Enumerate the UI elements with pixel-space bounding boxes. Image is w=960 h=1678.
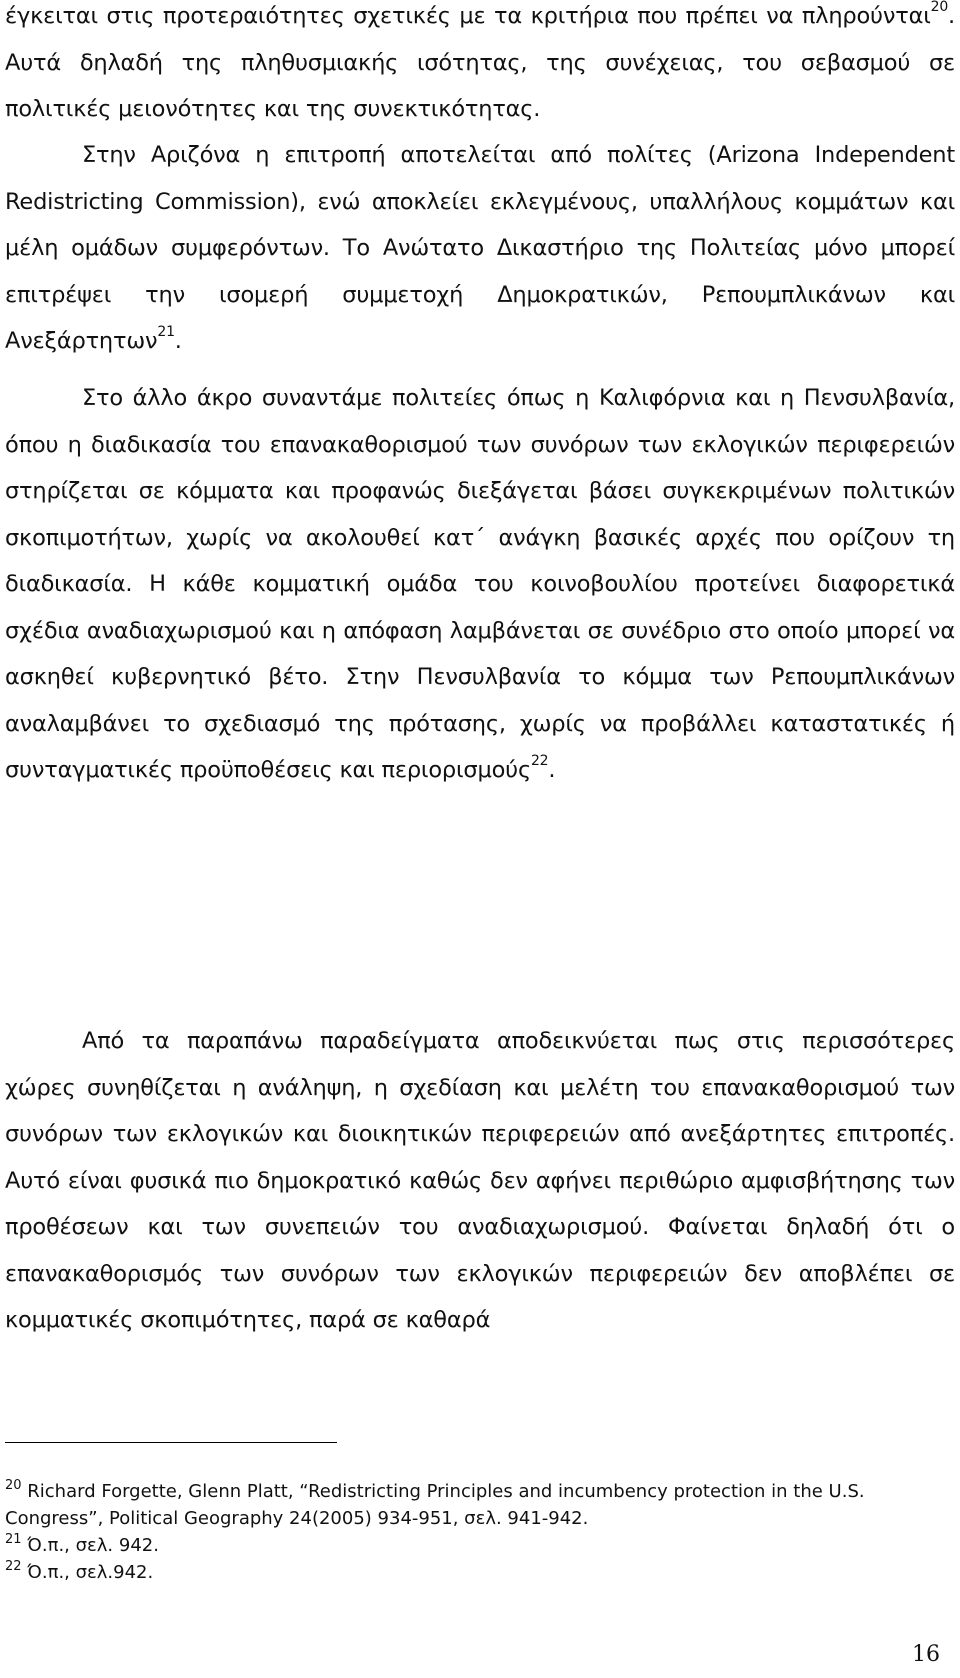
page-number: 16	[912, 1642, 940, 1667]
footnote-ref: 22	[530, 753, 549, 769]
footnote-number: 22	[5, 1559, 22, 1574]
paragraph-text: έγκειται στις προτεραιότητες σχετικές με τα κριτήρια που πρέπει να πληρούνται	[5, 3, 931, 29]
footnote-ref: 20	[930, 0, 949, 15]
footnote	[5, 1478, 955, 1532]
footnote-separator	[5, 1442, 337, 1443]
footnote	[5, 1532, 955, 1559]
paragraph-arizona	[5, 132, 955, 365]
paragraph-conclusion: Από τα παραπάνω παραδείγματα αποδεικνύεται πως στις περισσότερες χώρες συνηθίζεται η ανάληψη, η σχεδίαση και μελέτη του επανακαθορισμού των συνόρων των εκλογικών και διοικητικών περιφερειών από ανεξάρτητες επιτροπές. Αυτό είναι φυσικά πιο δημοκρατικό καθώς δεν αφήνει περιθώριο αμφισβήτησης των προθέσεων και των συνεπειών του αναδιαχωρισμού. Φαίνεται δηλαδή ότι ο επανακαθορισμός των συνόρων των εκλογικών περιφερειών δεν αποβλέπει σε κομματικές σκοπιμότητες, παρά σε καθαρά	[5, 1028, 955, 1333]
footnote-text: Richard Forgette, Glenn Platt, “Redistricting Principles and incumbency protection in the U.S. Congress”, Political Geography 24(2005) 934-951, σελ. 941-942.	[5, 1481, 865, 1529]
paragraph-text: .	[548, 757, 556, 783]
footnote-ref: 21	[157, 324, 175, 340]
footnote-number: 20	[5, 1478, 22, 1493]
paragraph-text: .	[174, 328, 182, 354]
footnote	[5, 1559, 955, 1586]
footnote-number: 21	[5, 1532, 22, 1547]
paragraph-text: . Αυτά δηλαδή της πληθυσμιακής ισότητας, της συνέχειας, του σεβασμού σε πολιτικές μειονότητες και της συνεκτικότητας.	[5, 3, 955, 122]
paragraph-text: Στην Αριζόνα η επιτροπή αποτελείται από πολίτες (Arizona Independent Redistricting Commission), ενώ αποκλείει εκλεγμένους, υπαλλήλους κομμάτων και μέλη ομάδων συμφερόντων. Το Ανώτατο Δικαστήριο της Πολιτείας μόνο μπορεί επιτρέψει την ισομερή συμμετοχή Δημοκρατικών, Ρεπουμπλικάνων και Ανεξάρτητων	[5, 142, 955, 354]
paragraph-continued	[5, 0, 955, 133]
paragraph-california	[5, 375, 955, 794]
paragraph-text: Στο άλλο άκρο συναντάμε πολιτείες όπως η Καλιφόρνια και η Πενσυλβανία, όπου η διαδικασία του επανακαθορισμού των συνόρων των εκλογικών περιφερειών στηρίζεται σε κόμματα και προφανώς διεξάγεται βάσει συγκεκριμένων πολιτικών σκοπιμοτήτων, χωρίς να ακολουθεί κατ΄ ανάγκη βασικές αρχές που ορίζουν τη διαδικασία. Η κάθε κομματική ομάδα του κοινοβουλίου προτείνει διαφορετικά σχέδια αναδιαχωρισμού και η απόφαση λαμβάνεται σε συνέδριο στο οποίο μπορεί να ασκηθεί κυβερνητικό βέτο. Στην Πενσυλβανία το κόμμα των Ρεπουμπλικάνων αναλαμβάνει το σχεδιασμό της πρότασης, χωρίς να προβάλλει καταστατικές ή συνταγματικές προϋποθέσεις και περιορισμούς	[5, 385, 955, 783]
footnote-text: Ό.π., σελ.942.	[27, 1562, 154, 1583]
footnote-text: Ό.π., σελ. 942.	[27, 1535, 159, 1556]
